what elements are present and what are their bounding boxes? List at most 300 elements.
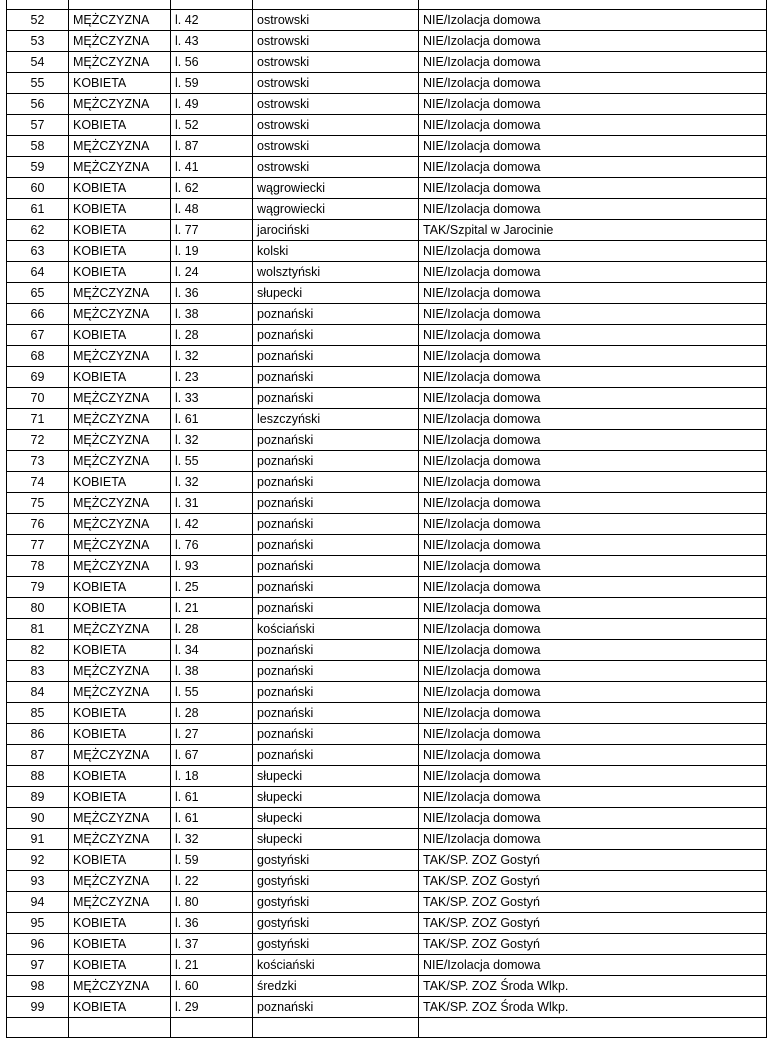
cell-sex: KOBIETA xyxy=(69,703,171,724)
cell-status: NIE/Izolacja domowa xyxy=(419,430,767,451)
cell-number: 72 xyxy=(7,430,69,451)
cell-powiat: ostrowski xyxy=(253,94,419,115)
cell-sex: MĘŻCZYZNA xyxy=(69,136,171,157)
cell-status: NIE/Izolacja domowa xyxy=(419,136,767,157)
cell-sex: MĘŻCZYZNA xyxy=(69,157,171,178)
cell-status: TAK/SP. ZOZ Gostyń xyxy=(419,850,767,871)
cell-number: 83 xyxy=(7,661,69,682)
cell-number: 85 xyxy=(7,703,69,724)
cell-powiat: słupecki xyxy=(253,766,419,787)
cell-sex: MĘŻCZYZNA xyxy=(69,535,171,556)
cell-powiat: gostyński xyxy=(253,850,419,871)
cell-age: l. 38 xyxy=(171,304,253,325)
cell-powiat: poznański xyxy=(253,514,419,535)
cell-status xyxy=(419,0,767,10)
table-row xyxy=(7,325,767,346)
cell-age: l. 21 xyxy=(171,955,253,976)
cell-powiat: poznański xyxy=(253,493,419,514)
cell-powiat xyxy=(253,0,419,10)
cell-age: l. 33 xyxy=(171,388,253,409)
cell-status: NIE/Izolacja domowa xyxy=(419,283,767,304)
cell-number: 95 xyxy=(7,913,69,934)
cell-number: 86 xyxy=(7,724,69,745)
cell-age: l. 55 xyxy=(171,682,253,703)
cell-age: l. 62 xyxy=(171,178,253,199)
cell-powiat: poznański xyxy=(253,745,419,766)
cell-age: l. 32 xyxy=(171,430,253,451)
cell-age: l. 29 xyxy=(171,997,253,1018)
cell-powiat: gostyński xyxy=(253,892,419,913)
cell-age: l. 48 xyxy=(171,199,253,220)
cell-age: l. 61 xyxy=(171,787,253,808)
cell-age: l. 59 xyxy=(171,73,253,94)
cell-number: 57 xyxy=(7,115,69,136)
table-row xyxy=(7,661,767,682)
cell-sex: KOBIETA xyxy=(69,178,171,199)
cell-sex: MĘŻCZYZNA xyxy=(69,346,171,367)
cell-powiat: poznański xyxy=(253,367,419,388)
table-row xyxy=(7,598,767,619)
cell-age: l. 27 xyxy=(171,724,253,745)
table-row xyxy=(7,451,767,472)
table-row xyxy=(7,304,767,325)
cell-number: 80 xyxy=(7,598,69,619)
cell-powiat: średzki xyxy=(253,976,419,997)
cell-number: 74 xyxy=(7,472,69,493)
cell-powiat: kościański xyxy=(253,619,419,640)
table-row xyxy=(7,220,767,241)
cell-number: 67 xyxy=(7,325,69,346)
cell-sex: KOBIETA xyxy=(69,577,171,598)
cell-sex: MĘŻCZYZNA xyxy=(69,682,171,703)
cell-sex: KOBIETA xyxy=(69,262,171,283)
cell-powiat: poznański xyxy=(253,577,419,598)
cell-sex: KOBIETA xyxy=(69,766,171,787)
table-row-partial-top xyxy=(7,0,767,10)
cell-sex: MĘŻCZYZNA xyxy=(69,451,171,472)
cell-number: 61 xyxy=(7,199,69,220)
cell-powiat: gostyński xyxy=(253,913,419,934)
cell-number: 60 xyxy=(7,178,69,199)
cell-powiat: słupecki xyxy=(253,787,419,808)
cell-age: l. 43 xyxy=(171,31,253,52)
cell-number: 59 xyxy=(7,157,69,178)
cell-age: l. 42 xyxy=(171,514,253,535)
cell-powiat: leszczyński xyxy=(253,409,419,430)
table-row xyxy=(7,31,767,52)
cell-age: l. 25 xyxy=(171,577,253,598)
cell-sex: KOBIETA xyxy=(69,850,171,871)
cell-sex xyxy=(69,1018,171,1038)
table-row xyxy=(7,535,767,556)
cell-status: NIE/Izolacja domowa xyxy=(419,640,767,661)
cell-age: l. 34 xyxy=(171,640,253,661)
cell-sex: KOBIETA xyxy=(69,199,171,220)
table-row-partial-bottom xyxy=(7,1018,767,1038)
cell-sex: KOBIETA xyxy=(69,115,171,136)
table-row xyxy=(7,283,767,304)
cell-number: 66 xyxy=(7,304,69,325)
cell-status: NIE/Izolacja domowa xyxy=(419,157,767,178)
cell-age: l. 60 xyxy=(171,976,253,997)
cell-powiat: poznański xyxy=(253,535,419,556)
cell-age xyxy=(171,1018,253,1038)
cell-status: NIE/Izolacja domowa xyxy=(419,829,767,850)
cell-sex: MĘŻCZYZNA xyxy=(69,871,171,892)
cell-age: l. 77 xyxy=(171,220,253,241)
cell-number: 90 xyxy=(7,808,69,829)
cell-sex: MĘŻCZYZNA xyxy=(69,556,171,577)
cell-sex: KOBIETA xyxy=(69,934,171,955)
cell-number: 99 xyxy=(7,997,69,1018)
cell-powiat: słupecki xyxy=(253,283,419,304)
cell-status: TAK/Szpital w Jarocinie xyxy=(419,220,767,241)
cell-status: NIE/Izolacja domowa xyxy=(419,304,767,325)
cell-number: 54 xyxy=(7,52,69,73)
cell-sex: KOBIETA xyxy=(69,913,171,934)
cell-number: 53 xyxy=(7,31,69,52)
cell-age: l. 93 xyxy=(171,556,253,577)
table-row xyxy=(7,430,767,451)
cell-sex: KOBIETA xyxy=(69,598,171,619)
cell-sex: KOBIETA xyxy=(69,640,171,661)
cell-powiat: ostrowski xyxy=(253,115,419,136)
cell-sex: MĘŻCZYZNA xyxy=(69,514,171,535)
cell-sex: MĘŻCZYZNA xyxy=(69,976,171,997)
cell-powiat: poznański xyxy=(253,346,419,367)
cell-number: 79 xyxy=(7,577,69,598)
cell-number: 56 xyxy=(7,94,69,115)
cell-number: 73 xyxy=(7,451,69,472)
cell-age: l. 36 xyxy=(171,913,253,934)
table-row xyxy=(7,787,767,808)
cell-number: 64 xyxy=(7,262,69,283)
cell-age: l. 22 xyxy=(171,871,253,892)
cell-number: 77 xyxy=(7,535,69,556)
table-row xyxy=(7,52,767,73)
cell-number: 91 xyxy=(7,829,69,850)
cell-age: l. 18 xyxy=(171,766,253,787)
cell-status: NIE/Izolacja domowa xyxy=(419,409,767,430)
cell-age: l. 32 xyxy=(171,472,253,493)
cell-sex: MĘŻCZYZNA xyxy=(69,52,171,73)
cell-status: NIE/Izolacja domowa xyxy=(419,682,767,703)
table-row xyxy=(7,10,767,31)
cell-sex: MĘŻCZYZNA xyxy=(69,829,171,850)
cell-sex: KOBIETA xyxy=(69,220,171,241)
cell-sex: MĘŻCZYZNA xyxy=(69,808,171,829)
cell-sex xyxy=(69,0,171,10)
cell-powiat: słupecki xyxy=(253,829,419,850)
cell-sex: MĘŻCZYZNA xyxy=(69,304,171,325)
cell-age: l. 52 xyxy=(171,115,253,136)
cell-status: NIE/Izolacja domowa xyxy=(419,724,767,745)
cell-age: l. 38 xyxy=(171,661,253,682)
cell-number: 81 xyxy=(7,619,69,640)
cell-status: NIE/Izolacja domowa xyxy=(419,451,767,472)
table-row xyxy=(7,745,767,766)
cell-status: TAK/SP. ZOZ Środa Wlkp. xyxy=(419,997,767,1018)
cell-sex: MĘŻCZYZNA xyxy=(69,31,171,52)
cell-number: 52 xyxy=(7,10,69,31)
table-row xyxy=(7,640,767,661)
cell-powiat: poznański xyxy=(253,472,419,493)
cell-number: 70 xyxy=(7,388,69,409)
cell-number: 65 xyxy=(7,283,69,304)
cell-status: NIE/Izolacja domowa xyxy=(419,766,767,787)
table-row xyxy=(7,136,767,157)
cell-number: 55 xyxy=(7,73,69,94)
cell-status: NIE/Izolacja domowa xyxy=(419,598,767,619)
cell-number: 62 xyxy=(7,220,69,241)
cell-status: NIE/Izolacja domowa xyxy=(419,535,767,556)
table-row xyxy=(7,472,767,493)
cell-age: l. 19 xyxy=(171,241,253,262)
cell-powiat: kolski xyxy=(253,241,419,262)
cell-status: NIE/Izolacja domowa xyxy=(419,115,767,136)
table-row xyxy=(7,766,767,787)
cell-powiat: kościański xyxy=(253,955,419,976)
table-row xyxy=(7,241,767,262)
cell-powiat: poznański xyxy=(253,325,419,346)
cell-age: l. 87 xyxy=(171,136,253,157)
cell-powiat: poznański xyxy=(253,598,419,619)
cell-age: l. 61 xyxy=(171,808,253,829)
cell-number xyxy=(7,0,69,10)
cell-status: TAK/SP. ZOZ Gostyń xyxy=(419,892,767,913)
cell-age: l. 76 xyxy=(171,535,253,556)
cell-powiat: poznański xyxy=(253,640,419,661)
cell-powiat: ostrowski xyxy=(253,73,419,94)
cell-powiat: gostyński xyxy=(253,871,419,892)
cases-table xyxy=(6,0,767,1038)
cell-powiat: poznański xyxy=(253,556,419,577)
cell-number: 69 xyxy=(7,367,69,388)
cell-powiat: poznański xyxy=(253,451,419,472)
cell-age: l. 37 xyxy=(171,934,253,955)
cell-sex: MĘŻCZYZNA xyxy=(69,892,171,913)
table-row xyxy=(7,892,767,913)
cell-status: NIE/Izolacja domowa xyxy=(419,346,767,367)
cell-status: NIE/Izolacja domowa xyxy=(419,73,767,94)
cell-number: 96 xyxy=(7,934,69,955)
cell-powiat: wągrowiecki xyxy=(253,178,419,199)
cell-powiat: poznański xyxy=(253,388,419,409)
table-row xyxy=(7,178,767,199)
cell-sex: KOBIETA xyxy=(69,787,171,808)
table-row xyxy=(7,409,767,430)
cell-powiat: gostyński xyxy=(253,934,419,955)
cell-number: 84 xyxy=(7,682,69,703)
cell-age: l. 24 xyxy=(171,262,253,283)
cell-number: 97 xyxy=(7,955,69,976)
table-row xyxy=(7,157,767,178)
cell-age: l. 36 xyxy=(171,283,253,304)
cell-number: 93 xyxy=(7,871,69,892)
cell-age: l. 80 xyxy=(171,892,253,913)
cell-powiat: poznański xyxy=(253,703,419,724)
cell-sex: MĘŻCZYZNA xyxy=(69,283,171,304)
cell-age: l. 49 xyxy=(171,94,253,115)
cell-sex: MĘŻCZYZNA xyxy=(69,430,171,451)
cell-age: l. 59 xyxy=(171,850,253,871)
cell-age: l. 31 xyxy=(171,493,253,514)
cell-sex: MĘŻCZYZNA xyxy=(69,10,171,31)
cell-number: 89 xyxy=(7,787,69,808)
cell-status: NIE/Izolacja domowa xyxy=(419,787,767,808)
cell-status: NIE/Izolacja domowa xyxy=(419,262,767,283)
table-row xyxy=(7,808,767,829)
cell-status: NIE/Izolacja domowa xyxy=(419,367,767,388)
cell-number: 82 xyxy=(7,640,69,661)
cell-sex: KOBIETA xyxy=(69,367,171,388)
cell-sex: KOBIETA xyxy=(69,73,171,94)
cell-number: 78 xyxy=(7,556,69,577)
cell-powiat: poznański xyxy=(253,430,419,451)
cell-number: 58 xyxy=(7,136,69,157)
cell-age: l. 42 xyxy=(171,10,253,31)
cell-status: NIE/Izolacja domowa xyxy=(419,325,767,346)
cell-status: TAK/SP. ZOZ Gostyń xyxy=(419,934,767,955)
table-row xyxy=(7,997,767,1018)
table-row xyxy=(7,94,767,115)
table-row xyxy=(7,346,767,367)
cell-age: l. 28 xyxy=(171,325,253,346)
cell-powiat xyxy=(253,1018,419,1038)
cell-number: 94 xyxy=(7,892,69,913)
table-row xyxy=(7,703,767,724)
cell-age: l. 28 xyxy=(171,619,253,640)
cell-status: NIE/Izolacja domowa xyxy=(419,703,767,724)
cell-age: l. 32 xyxy=(171,346,253,367)
cell-sex: MĘŻCZYZNA xyxy=(69,388,171,409)
cell-status: TAK/SP. ZOZ Gostyń xyxy=(419,913,767,934)
cell-sex: KOBIETA xyxy=(69,241,171,262)
cell-age: l. 56 xyxy=(171,52,253,73)
cell-status xyxy=(419,1018,767,1038)
cell-age: l. 67 xyxy=(171,745,253,766)
cell-status: TAK/SP. ZOZ Gostyń xyxy=(419,871,767,892)
cell-age: l. 55 xyxy=(171,451,253,472)
cell-age xyxy=(171,0,253,10)
table-row xyxy=(7,871,767,892)
cell-sex: MĘŻCZYZNA xyxy=(69,94,171,115)
cell-sex: MĘŻCZYZNA xyxy=(69,409,171,430)
cell-status: NIE/Izolacja domowa xyxy=(419,514,767,535)
cell-status: NIE/Izolacja domowa xyxy=(419,955,767,976)
table-row xyxy=(7,955,767,976)
cell-number: 68 xyxy=(7,346,69,367)
cell-powiat: ostrowski xyxy=(253,136,419,157)
cell-powiat: poznański xyxy=(253,724,419,745)
cell-status: NIE/Izolacja domowa xyxy=(419,199,767,220)
table-row xyxy=(7,577,767,598)
cell-age: l. 23 xyxy=(171,367,253,388)
cell-number: 88 xyxy=(7,766,69,787)
cell-number: 75 xyxy=(7,493,69,514)
cell-powiat: poznański xyxy=(253,304,419,325)
cell-sex: KOBIETA xyxy=(69,472,171,493)
table-row xyxy=(7,619,767,640)
cell-number: 92 xyxy=(7,850,69,871)
table-row xyxy=(7,850,767,871)
cell-age: l. 41 xyxy=(171,157,253,178)
table-row xyxy=(7,934,767,955)
cell-powiat: ostrowski xyxy=(253,10,419,31)
cell-status: NIE/Izolacja domowa xyxy=(419,31,767,52)
table-row xyxy=(7,682,767,703)
cell-sex: KOBIETA xyxy=(69,325,171,346)
cases-table-body xyxy=(7,0,767,1038)
cell-sex: MĘŻCZYZNA xyxy=(69,661,171,682)
cell-number: 87 xyxy=(7,745,69,766)
cell-powiat: wągrowiecki xyxy=(253,199,419,220)
cell-status: NIE/Izolacja domowa xyxy=(419,619,767,640)
cell-powiat: wolsztyński xyxy=(253,262,419,283)
table-row xyxy=(7,199,767,220)
table-row xyxy=(7,493,767,514)
cell-status: NIE/Izolacja domowa xyxy=(419,745,767,766)
table-row xyxy=(7,388,767,409)
cell-number: 63 xyxy=(7,241,69,262)
cell-status: NIE/Izolacja domowa xyxy=(419,52,767,73)
cell-status: NIE/Izolacja domowa xyxy=(419,577,767,598)
cell-powiat: słupecki xyxy=(253,808,419,829)
cell-age: l. 61 xyxy=(171,409,253,430)
cell-status: NIE/Izolacja domowa xyxy=(419,241,767,262)
cell-status: NIE/Izolacja domowa xyxy=(419,808,767,829)
table-row xyxy=(7,724,767,745)
table-row xyxy=(7,262,767,283)
cell-number: 98 xyxy=(7,976,69,997)
cell-sex: KOBIETA xyxy=(69,997,171,1018)
table-row xyxy=(7,829,767,850)
table-row xyxy=(7,514,767,535)
cell-number xyxy=(7,1018,69,1038)
cell-powiat: ostrowski xyxy=(253,31,419,52)
cell-sex: MĘŻCZYZNA xyxy=(69,619,171,640)
cell-status: NIE/Izolacja domowa xyxy=(419,178,767,199)
table-row xyxy=(7,367,767,388)
cell-sex: KOBIETA xyxy=(69,724,171,745)
cell-status: NIE/Izolacja domowa xyxy=(419,10,767,31)
cell-powiat: ostrowski xyxy=(253,157,419,178)
cell-status: NIE/Izolacja domowa xyxy=(419,388,767,409)
cell-status: TAK/SP. ZOZ Środa Wlkp. xyxy=(419,976,767,997)
cell-sex: MĘŻCZYZNA xyxy=(69,493,171,514)
cell-sex: MĘŻCZYZNA xyxy=(69,745,171,766)
table-row xyxy=(7,115,767,136)
cell-number: 71 xyxy=(7,409,69,430)
cell-age: l. 21 xyxy=(171,598,253,619)
cell-sex: KOBIETA xyxy=(69,955,171,976)
cell-powiat: ostrowski xyxy=(253,52,419,73)
cell-number: 76 xyxy=(7,514,69,535)
cell-age: l. 32 xyxy=(171,829,253,850)
table-row xyxy=(7,913,767,934)
cell-status: NIE/Izolacja domowa xyxy=(419,661,767,682)
cell-powiat: poznański xyxy=(253,997,419,1018)
cell-status: NIE/Izolacja domowa xyxy=(419,94,767,115)
cell-powiat: poznański xyxy=(253,682,419,703)
cell-powiat: jarociński xyxy=(253,220,419,241)
cell-status: NIE/Izolacja domowa xyxy=(419,493,767,514)
table-row xyxy=(7,556,767,577)
table-row xyxy=(7,976,767,997)
cell-status: NIE/Izolacja domowa xyxy=(419,472,767,493)
cell-age: l. 28 xyxy=(171,703,253,724)
cell-status: NIE/Izolacja domowa xyxy=(419,556,767,577)
